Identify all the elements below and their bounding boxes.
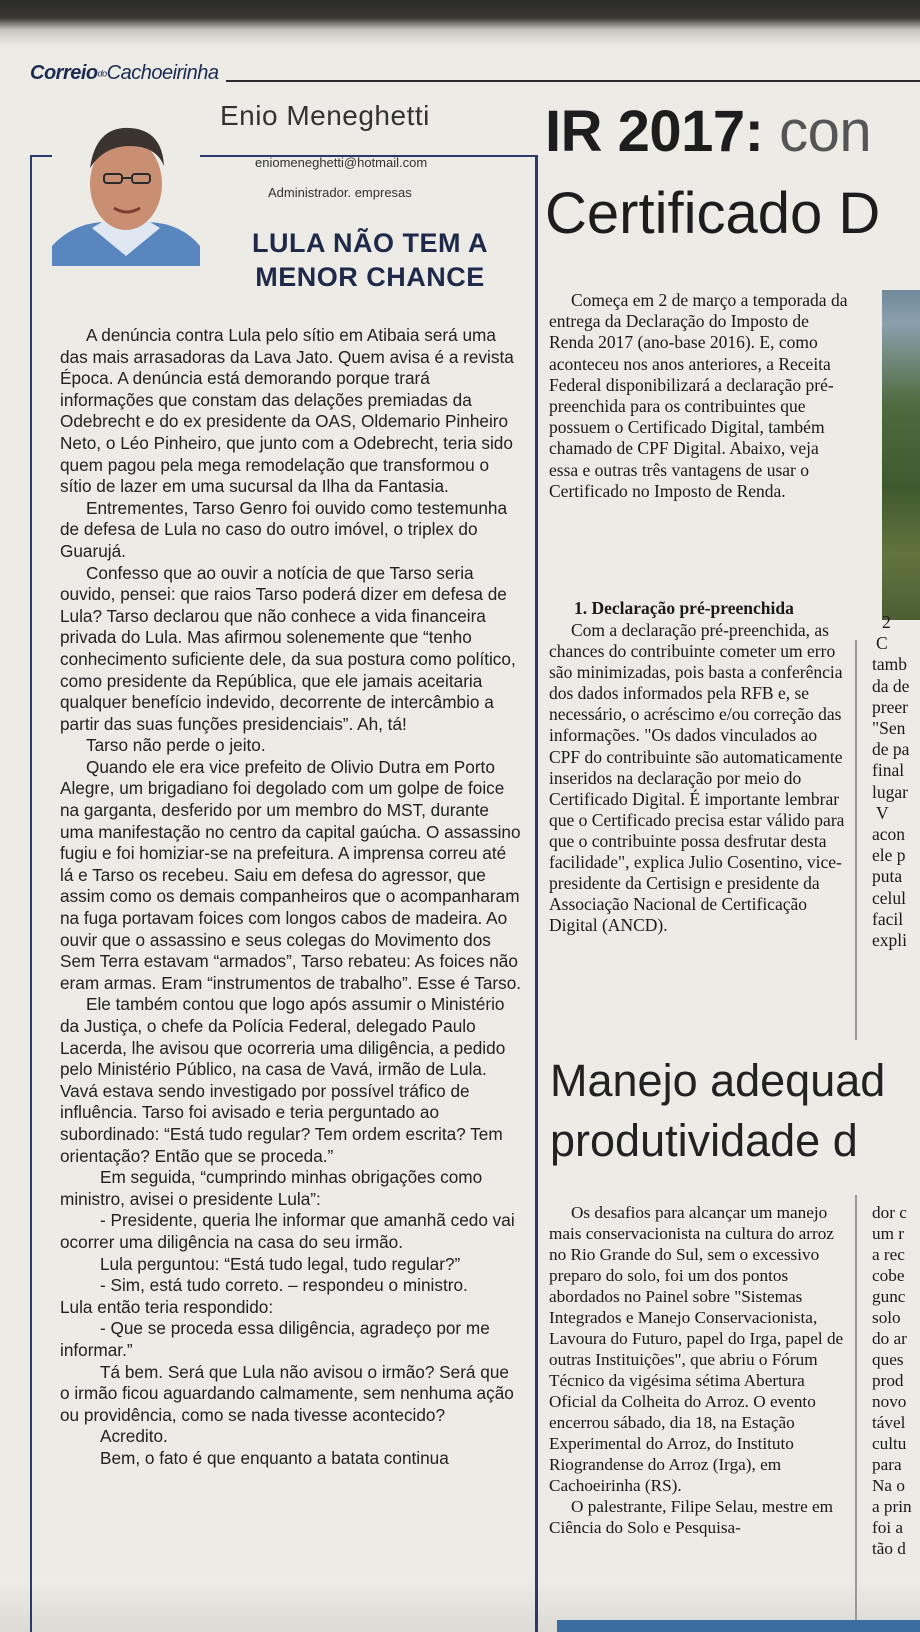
ir-section-title: 1. Declaração pré-preenchida — [574, 598, 794, 618]
fragment-line: a rec — [872, 1245, 905, 1264]
manejo-headline-line-2: produtividade d — [550, 1115, 858, 1166]
ir-intro — [549, 290, 849, 502]
column-paragraph: Acredito. — [100, 1426, 168, 1447]
manejo-paragraph: O palestrante, Filipe Selau, mestre em Ciência do Solo e Pesquisa- — [549, 1497, 834, 1537]
column-body — [60, 325, 522, 1469]
column-paragraph: Lula perguntou: “Está tudo legal, tudo regular?” — [100, 1253, 461, 1274]
fragment-line: Na o — [872, 1476, 905, 1495]
fragment-line: tável — [872, 1413, 906, 1432]
column-paragraph: Confesso que ao ouvir a notícia de que Tarso seria ouvido, pensei: que raios Tarso poderá dizer em defesa de Lula? Tarso declarou que não conhece a vida financeira privada do Lula. Mas afirmou solenemente que “tenho conhecimento suficiente dele, da sua postura como político, como presidente da República, que ele jamais aceitaria qualquer benefício indevido, decorrente de intercâmbio a partir das suas funções presidenciais”. Ah, tá! — [60, 562, 516, 734]
fragment-line: "Sen — [872, 718, 906, 739]
author-role: Administrador. empresas — [268, 185, 412, 200]
author-email: eniomeneghetti@hotmail.com — [255, 155, 428, 170]
ir-intro-paragraph: Começa em 2 de março a temporada da entrega da Declaração do Imposto de Renda 2017 (ano-base 2016). E, como aconteceu nos anos anteriores, a Receita Federal disponibilizará a declaração pré-preenchida para os contribuintes que possuem o Certificado Digital, também chamado de CPF Digital. Abaixo, veja essa e outras três vantagens de usar o Certificado no Imposto de Renda. — [549, 290, 848, 501]
column-paragraph: Entrementes, Tarso Genro foi ouvido como testemunha de defesa de Lula no caso do outro imóvel, o triplex do Guarujá. — [60, 497, 507, 561]
fragment-line: novo — [872, 1392, 907, 1411]
ir-subheadline: Certificado D — [545, 181, 881, 246]
ir-section-paragraph: Com a declaração pré-preenchida, as chances do contribuinte cometer um erro são minimizadas, pois basta a conferência dos dados informados pela RFB e, se necessário, o acréscimo e/ou correção das informações. "Os dados vinculados ao CPF do contribuinte são automaticamente inseridos na declaração por meio do Certificado Digital. É importante lembrar que o Certificado precisa estar válido para que o contribuinte possa desfrutar desta facilidade", explica Julio Cosentino, vice-presidente da Certisign e presidente da Associação Nacional de Certificação Digital (ANCD). — [549, 620, 845, 936]
fragment-line: prod — [872, 1371, 904, 1390]
manejo-right-fragments — [872, 1202, 920, 1559]
masthead-brand: Correio — [30, 62, 98, 84]
headline-line-2: MENOR CHANCE — [255, 262, 485, 292]
fragment-line: foi a — [872, 1518, 904, 1537]
manejo-paragraph: Os desafios para alcançar um manejo mais conservacionista na cultura do arroz no Rio Grande do Sul, sem o excessivo preparo do solo, foi um dos pontos abordados no Painel sobre "Sistemas Integrados e Manejo Conservacionista, Lavoura do Futuro, papel do Irga, papel de outras Instituições", que abriu o Fórum Técnico da vigésima sétima Abertura Oficial da Colheita do Arroz. O evento encerrou sábado, dia 18, na Estação Experimental do Arroz, do Instituto Riograndense do Arroz (Irga), em Cachoeirinha (RS). — [549, 1203, 844, 1495]
fragment-line: cobe — [872, 1266, 905, 1285]
fragment-line: ques — [872, 1350, 904, 1369]
ir-section-body — [549, 620, 849, 936]
masthead-rule — [226, 80, 920, 82]
fragment-line: tamb — [872, 654, 907, 675]
fragment-line: dor c — [872, 1203, 907, 1222]
fragment-line: cultu — [872, 1434, 907, 1453]
fragment-line: puta — [872, 866, 903, 887]
fragment-line: tão d — [872, 1539, 906, 1558]
fragment-line: preer — [872, 696, 908, 717]
fragment-line: da de — [872, 675, 910, 696]
fragment-line: expli — [872, 930, 907, 951]
column-paragraph: Lula então teria respondido: — [60, 1296, 274, 1317]
fragment-line: gunc — [872, 1287, 906, 1306]
column-paragraph: Ele também contou que logo após assumir o Ministério da Justiça, o chefe da Polícia Federal, delegado Paulo Lacerda, lhe avisou que ocorreria uma diligência, a pedido pelo Ministério Público, na casa de Vavá, irmão de Lula. Vavá estava sendo investigado por possível tráfico de influência. Tarso foi avisado e teria perguntado ao subordinado: “Está tudo regular? Tem ordem escrita? Tem orientação? Então que se proceda.” — [60, 994, 506, 1166]
bottom-color-bar — [557, 1620, 920, 1632]
manejo-body — [549, 1202, 845, 1538]
fragment-line: V — [876, 802, 889, 823]
headline-line-1: LULA NÃO TEM A — [252, 228, 488, 258]
fragment-line: a prin — [872, 1497, 912, 1516]
column-headline — [222, 226, 518, 294]
masthead-city: Cachoeirinha — [106, 62, 219, 84]
masthead-connector: do — [97, 68, 107, 79]
column-divider — [855, 640, 857, 1040]
fragment-line: C — [876, 633, 888, 654]
fragment-line: acon — [872, 824, 906, 845]
fragment-line: de pa — [872, 739, 910, 760]
column-paragraph: Tá bem. Será que Lula não avisou o irmão? Será que o irmão ficou aguardando calmamente, sem nenhuma ação ou providência, como se nada tivesse acontecido? — [60, 1361, 514, 1425]
fragment-line: do ar — [872, 1329, 907, 1348]
masthead-logo — [30, 62, 219, 85]
ir-headline-rest: con — [779, 99, 872, 164]
ir-right-fragments — [872, 612, 920, 951]
fragment-line: ele p — [872, 845, 906, 866]
ir-headline — [545, 98, 871, 165]
column-paragraph: Bem, o fato é que enquanto a batata continua — [100, 1447, 449, 1468]
fragment-line: celul — [872, 887, 907, 908]
fragment-line: final — [872, 760, 905, 781]
ir-photo — [882, 290, 920, 620]
author-photo — [52, 106, 200, 266]
ir-headline-bold: IR 2017: — [545, 99, 764, 164]
fragment-line: lugar — [872, 781, 908, 802]
column-paragraph: Em seguida, “cumprindo minhas obrigações como ministro, avisei o presidente Lula”: — [60, 1167, 483, 1209]
fragment-line: um r — [872, 1224, 904, 1243]
column-paragraph: A denúncia contra Lula pelo sítio em Atibaia será uma das mais arrasadoras da Lava Jato. Quem avisa é a revista Época. A denúncia está demorando porque trará informações que constam das delações premiadas da Odebrecht e do ex presidente da OAS, Oldemario Pinheiro Neto, o Léo Pinheiro, que junto com a Odebrecht, teria sido quem pagou pela mega remodelação que transformou o sítio de lazer em uma sucursal da Ilha da Fantasia. — [60, 325, 514, 497]
fragment-line: facil — [872, 908, 904, 929]
author-name: Enio Meneghetti — [220, 100, 430, 131]
fragment-line: para — [872, 1455, 902, 1474]
column-paragraph: - Presidente, queria lhe informar que amanhã cedo vai ocorrer uma diligência na casa do seu irmão. — [60, 1210, 515, 1252]
column-divider-lower — [855, 1195, 857, 1632]
column-paragraph: Tarso não perde o jeito. — [86, 735, 266, 756]
fragment-line: solo — [872, 1308, 901, 1327]
column-paragraph: Quando ele era vice prefeito de Olivio Dutra em Porto Alegre, um brigadiano foi degolado com um golpe de foice na garganta, desferido por um membro do MST, durante uma manifestação no centro da capital gaúcha. O assassino fugiu e foi homiziar-se na prefeitura. A imprensa correu até lá e Tarso os recebeu. Saiu em defesa do agressor, que assim como os demais companheiros que o acompanharam na fuga portavam foices com longos cabos de madeira. Ao ouvir que o assassino e seus colegas do Movimento dos Sem Terra estavam “armados”, Tarso rebateu: As foices não eram armas. Eram “instrumentos de trabalho”. Esse é Tarso. — [60, 756, 522, 993]
fragment-line: 2 — [882, 612, 891, 632]
column-paragraph: - Sim, está tudo correto. – respondeu o ministro. — [100, 1275, 468, 1296]
column-paragraph: - Que se proceda essa diligência, agradeço por me informar.” — [60, 1318, 490, 1360]
manejo-headline-line-1: Manejo adequad — [550, 1055, 886, 1106]
